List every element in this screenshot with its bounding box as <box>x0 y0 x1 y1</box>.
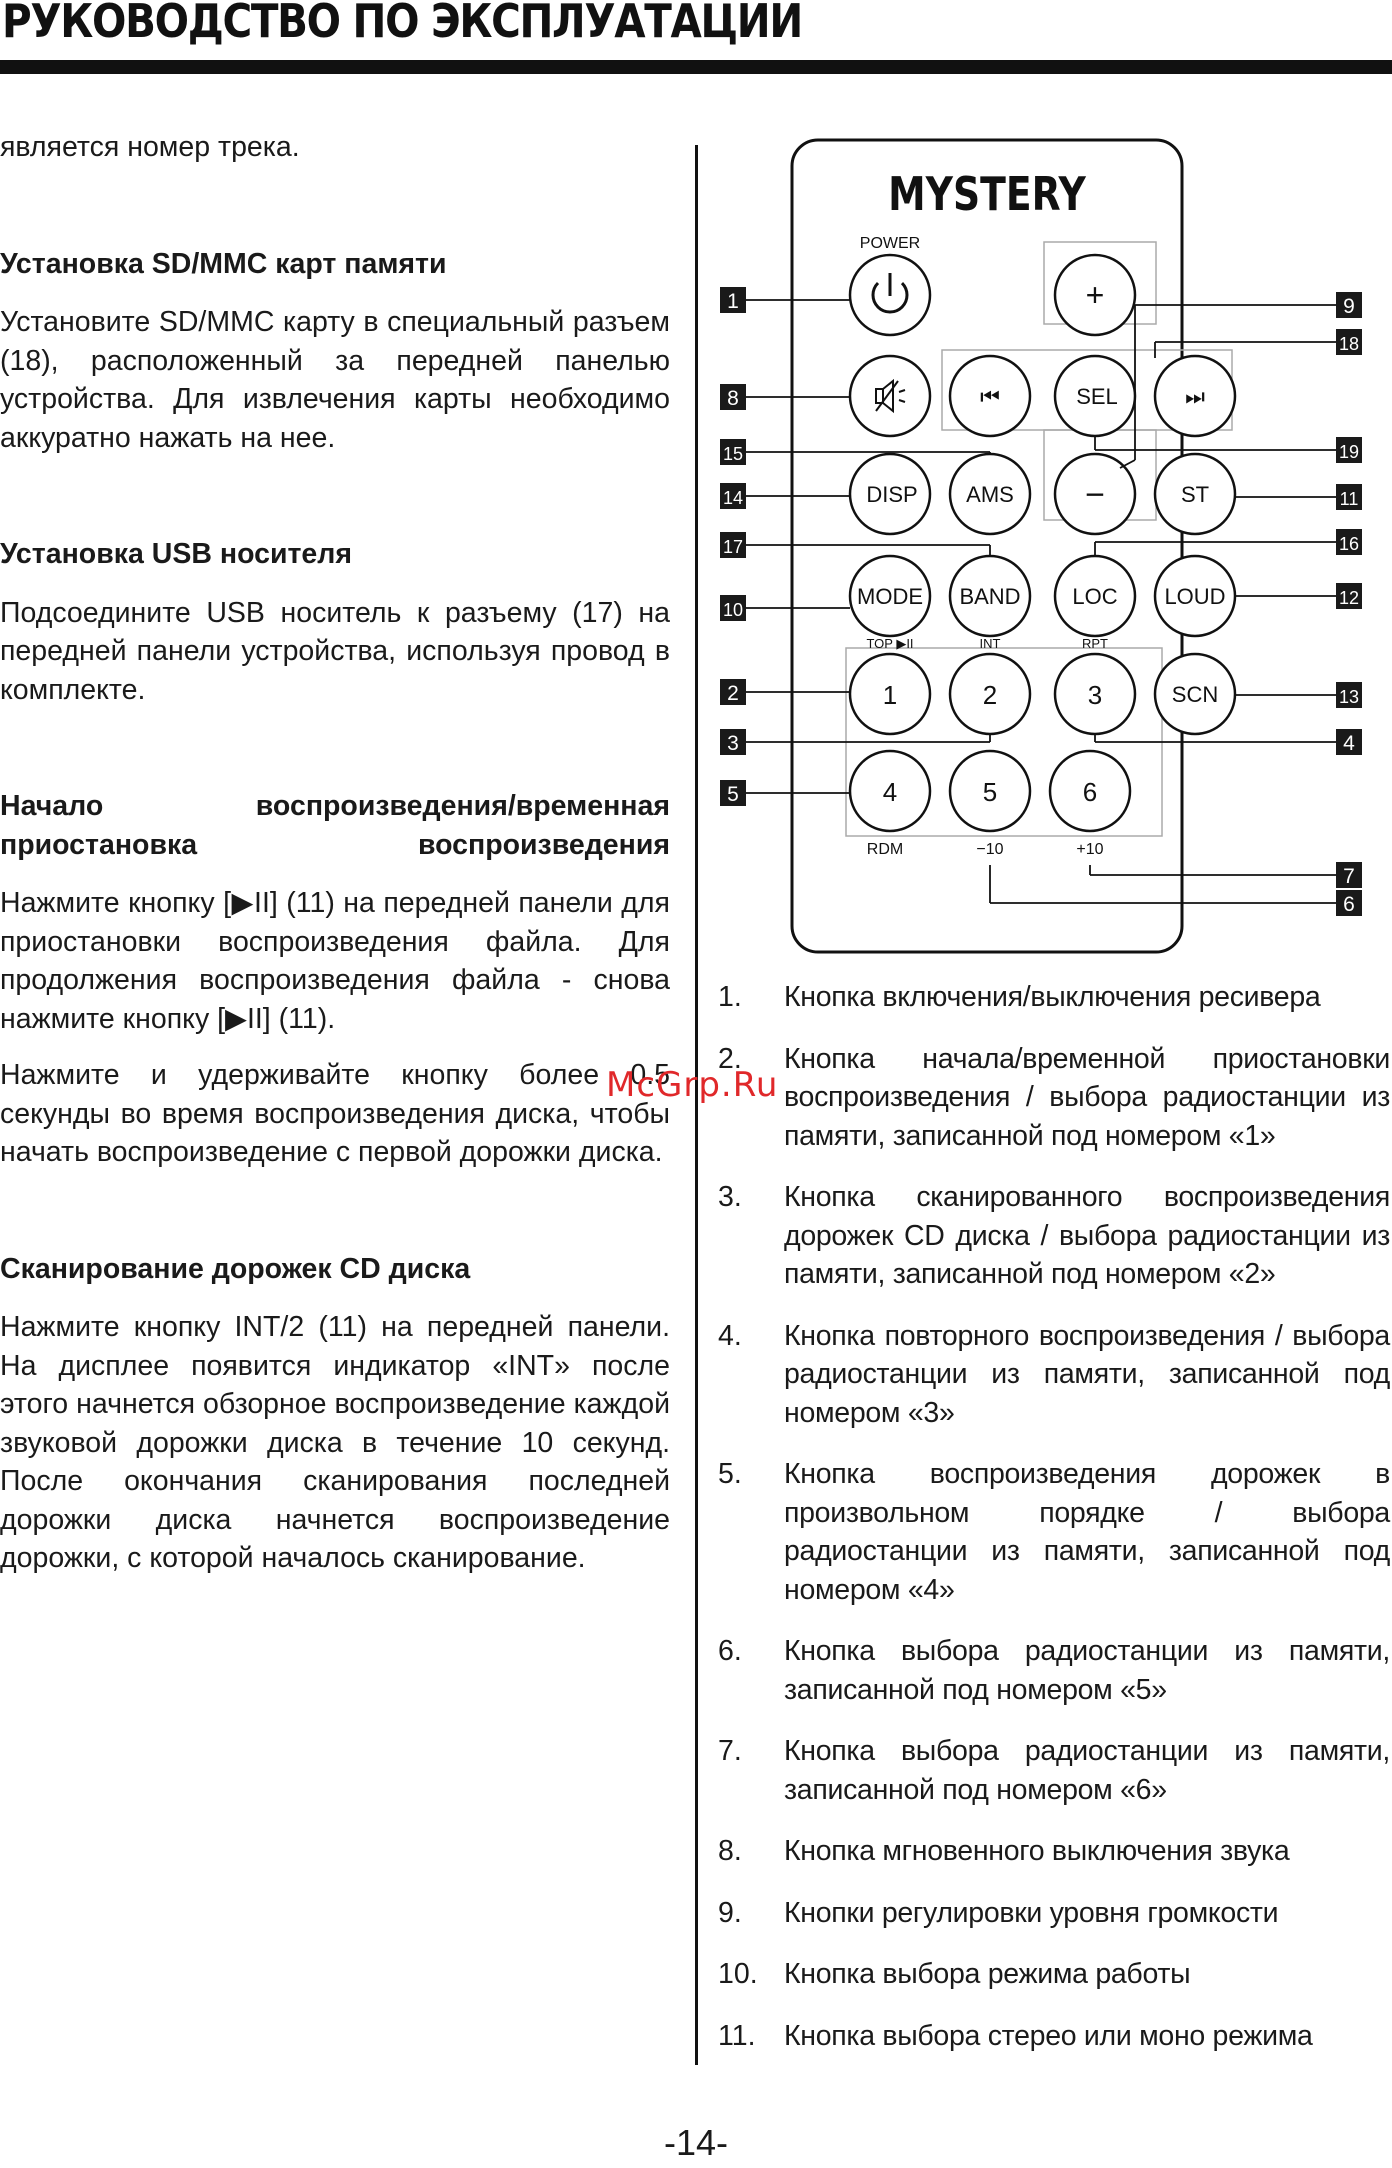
section-heading-scan: Сканирование дорожек CD диска <box>0 1252 471 1285</box>
list-item <box>718 1040 1390 1156</box>
list-item-number: 2. <box>718 1042 742 1075</box>
list-item <box>718 1632 1390 1709</box>
list-item-text: Кнопка мгновенного выключения звука <box>784 1835 1290 1867</box>
loc-label: LOC <box>1072 584 1118 609</box>
callout-number-14: 14 <box>722 488 744 508</box>
remote-brand: MYSTERY <box>888 167 1086 221</box>
callout-number-9: 9 <box>1343 295 1355 318</box>
list-item-number: 11. <box>718 2019 756 2052</box>
list-item-text: Кнопка воспроизведения дорожек в произвольном порядке / выбора радиостанции из памяти, записанной под номером «4» <box>784 1458 1390 1606</box>
remote-control-diagram <box>710 130 1392 970</box>
list-item <box>718 978 1390 1017</box>
list-item <box>718 1178 1390 1294</box>
callout-number-17: 17 <box>722 537 744 557</box>
list-item-text: Кнопка включения/выключения ресивера <box>784 981 1321 1013</box>
callout-number-15: 15 <box>722 444 744 464</box>
list-item <box>718 1455 1390 1609</box>
list-item-number: 9. <box>718 1896 742 1929</box>
section-text-play-1: Нажмите кнопку [▶II] (11) на передней панели для приостановки воспроизведения файла. Для продолжения воспроизведения файла - снова нажмите кнопку [▶II] (11). <box>0 887 670 1035</box>
callout-number-5: 5 <box>727 783 739 806</box>
callout-number-7: 7 <box>1343 865 1355 888</box>
list-item-text: Кнопка повторного воспроизведения / выбора радиостанции из памяти, записанной под номером «3» <box>784 1319 1390 1429</box>
list-item-text: Кнопки регулировки уровня громкости <box>784 1896 1279 1929</box>
mode-label: MODE <box>857 584 923 609</box>
list-item-number: 5. <box>718 1458 742 1490</box>
list-item <box>718 1832 1390 1871</box>
minus10-sublabel: −10 <box>976 841 1004 858</box>
callout-number-13: 13 <box>1338 687 1360 707</box>
st-label: ST <box>1180 482 1210 507</box>
callout-number-19: 19 <box>1338 442 1360 462</box>
section-heading-play: Начало воспроизведения/временная приостановка воспроизведения <box>0 790 670 861</box>
top-sublabel: TOP ▶II <box>866 636 914 651</box>
list-item-text: Кнопка выбора стерео или моно режима <box>784 2019 1313 2052</box>
callout-number-10: 10 <box>722 600 744 620</box>
rpt-sublabel: RPT <box>1082 636 1108 651</box>
mute-button[interactable] <box>850 356 930 436</box>
list-item-number: 6. <box>718 1635 742 1667</box>
plus10-sublabel: +10 <box>1076 841 1104 858</box>
list-item-number: 10. <box>718 1958 758 1990</box>
callouts-left <box>720 287 746 806</box>
num-1-label: 1 <box>882 680 898 710</box>
button-description-list <box>718 978 1390 2078</box>
watermark: McGrp.Ru <box>606 1065 779 1105</box>
sel-label: SEL <box>1076 384 1118 409</box>
list-item-text: Кнопка выбора режима работы <box>784 1958 1191 1990</box>
column-divider <box>695 145 698 2065</box>
list-item <box>718 1317 1390 1433</box>
callout-number-1: 1 <box>727 290 739 313</box>
disp-label: DISP <box>866 482 918 507</box>
scn-label: SCN <box>1171 682 1219 707</box>
list-item-number: 8. <box>718 1835 742 1867</box>
list-item-text: Кнопка сканированного воспроизведения дорожек CD диска / выбора радиостанции из памяти, записанной под номером «2» <box>784 1181 1390 1290</box>
prev-icon: ⏮ <box>980 384 1000 409</box>
section-text-play-2: Нажмите и удерживайте кнопку более 0.5 секунды во время воспроизведения диска, чтобы начать воспроизведение с первой дорожки диска. <box>0 1059 670 1168</box>
num-5-label: 5 <box>982 777 998 807</box>
loud-label: LOUD <box>1164 584 1226 609</box>
section-text-usb: Подсоедините USB носитель к разъему (17) на передней панели устройства, используя провод в комплекте. <box>0 596 670 706</box>
left-column <box>0 128 670 1578</box>
list-item-text: Кнопка начала/временной приостановки воспроизведения / выбора радиостанции из памяти, записанной под номером «1» <box>784 1042 1390 1152</box>
minus-label: − <box>1085 476 1105 514</box>
list-item <box>718 1894 1390 1933</box>
callout-number-12: 12 <box>1338 588 1360 608</box>
page-title: РУКОВОДСТВО ПО ЭКСПЛУАТАЦИИ <box>2 0 802 48</box>
rdm-sublabel: RDM <box>866 841 904 858</box>
num-4-label: 4 <box>882 777 898 807</box>
num-3-label: 3 <box>1087 680 1103 710</box>
callouts-right <box>1336 292 1362 916</box>
list-item-text: Кнопка выбора радиостанции из памяти, записанной под номером «5» <box>784 1635 1390 1706</box>
power-label: POWER <box>859 235 921 252</box>
header-rule <box>0 60 1392 74</box>
section-heading-usb: Установка USB носителя <box>0 538 353 570</box>
list-item <box>718 2017 1390 2056</box>
int-sublabel: INT <box>979 636 1001 651</box>
list-item-number: 4. <box>718 1319 742 1352</box>
section-text-sd: Установите SD/MMC карту в специальный разъем (18), расположенный за передней панелью устройства. Для извлечения карты необходимо аккуратно нажать на нее. <box>0 306 670 454</box>
next-icon: ⏭ <box>1185 384 1205 409</box>
plus-label: + <box>1085 277 1105 313</box>
list-item <box>718 1955 1390 1994</box>
intro-text: является номер трека. <box>0 131 300 163</box>
list-item <box>718 1732 1390 1809</box>
list-item-number: 1. <box>718 981 742 1013</box>
callout-number-3: 3 <box>727 732 739 755</box>
list-item-number: 3. <box>718 1181 742 1213</box>
num-6-label: 6 <box>1082 777 1098 807</box>
callout-number-18: 18 <box>1338 334 1360 354</box>
callout-number-8: 8 <box>727 387 739 410</box>
callout-number-11: 11 <box>1339 489 1359 509</box>
section-heading-sd: Установка SD/MMC карт памяти <box>0 247 447 280</box>
section-text-scan: Нажмите кнопку INT/2 (11) на передней панели. На дисплее появится индикатор «INT» после этого начнется обзорное воспроизведение каждой звуковой дорожки диска в течение 10 секунд. После окончания сканирования последней дорожки диска начнется воспроизведение дорожки, с которой началось сканирование. <box>0 1311 670 1574</box>
ams-label: AMS <box>966 482 1014 507</box>
list-item-number: 7. <box>718 1735 742 1767</box>
band-label: BAND <box>959 584 1021 609</box>
page-number: -14- <box>663 2122 729 2163</box>
callout-number-2: 2 <box>727 682 739 705</box>
callout-number-6: 6 <box>1343 893 1355 916</box>
list-item-text: Кнопка выбора радиостанции из памяти, записанной под номером «6» <box>784 1735 1390 1806</box>
callout-number-4: 4 <box>1343 732 1355 755</box>
num-2-label: 2 <box>982 680 998 710</box>
callout-number-16: 16 <box>1338 534 1360 554</box>
